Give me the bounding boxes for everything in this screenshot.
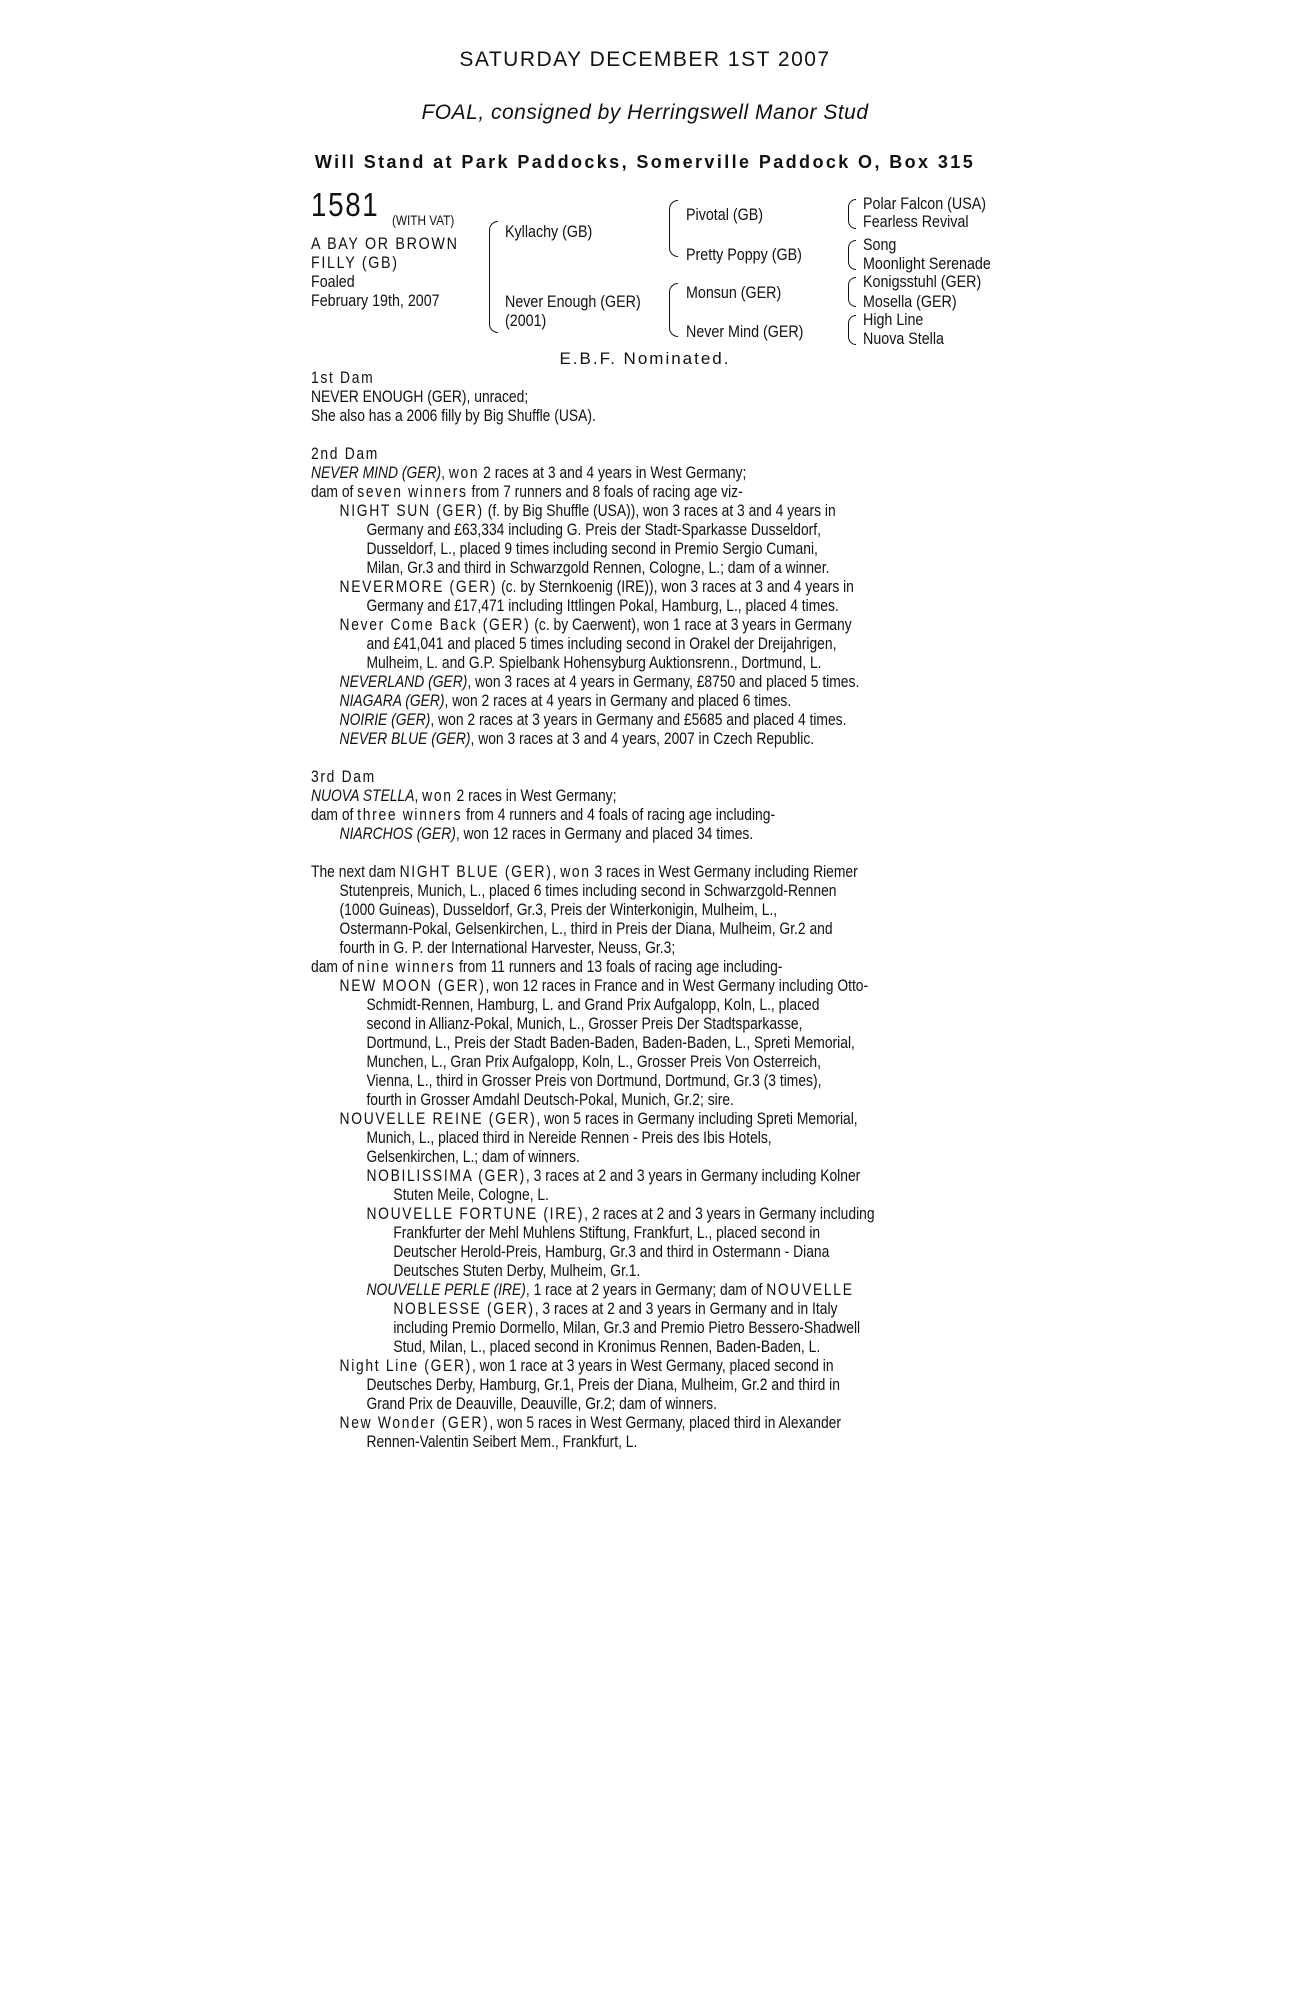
- produce-line: fourth in G. P. der International Harvester, Neuss, Gr.3;: [339, 939, 676, 957]
- produce-entry: [311, 673, 891, 692]
- text-run: , won 5 races in Germany including Spreti Memorial,: [536, 1110, 858, 1128]
- produce-name: Never Come Back (GER): [339, 616, 531, 634]
- pedigree-gg-8: Nuova Stella: [863, 329, 944, 348]
- text-run: ,: [414, 787, 423, 805]
- produce-line: (1000 Guineas), Dusseldorf, Gr.3, Preis der Winterkonigin, Mulheim, L.,: [339, 901, 778, 919]
- pedigree-brace-parents: [489, 221, 498, 333]
- produce-line: Vienna, L., third in Grosser Preis von Dortmund, Dortmund, Gr.3 (3 times),: [366, 1072, 822, 1090]
- produce-line: Munchen, L., Gran Prix Aufgalopp, Koln, L., Grosser Preis Von Osterreich,: [366, 1053, 821, 1071]
- pedigree-gg-7: High Line: [863, 310, 924, 329]
- produce-entry: [311, 1110, 891, 1129]
- text-run: , won 1 race at 3 years in West Germany, placed second in: [471, 1357, 834, 1375]
- produce-name: NOUVELLE PERLE (IRE): [366, 1281, 526, 1299]
- next-dam-produce: [311, 958, 891, 977]
- third-dam-produce: [311, 806, 891, 825]
- pedigree-brace-g4: [848, 315, 856, 345]
- produce-name: NIAGARA (GER): [339, 692, 445, 710]
- produce-record: [311, 369, 891, 1452]
- pedigree-dam-sire: Monsun (GER): [686, 283, 782, 302]
- text-run: ,: [441, 464, 449, 482]
- consignor-line: FOAL, consigned by Herringswell Manor Stud: [421, 101, 869, 124]
- text-run: , won 3 races at 4 years in Germany, £8750 and placed 5 times.: [467, 673, 860, 691]
- pedigree-gg-5: Konigsstuhl (GER): [863, 272, 982, 291]
- vat-note: (WITH VAT): [392, 212, 455, 228]
- text-run: , 3 races at 2 and 3 years in Germany and in Italy: [534, 1300, 838, 1318]
- produce-name: NOIRIE (GER): [339, 711, 431, 729]
- produce-entry: [311, 1205, 891, 1224]
- won-label: won: [560, 863, 591, 881]
- produce-name: NOUVELLE FORTUNE (IRE): [366, 1205, 585, 1223]
- text-run: The next dam: [311, 863, 400, 881]
- lot-number: 1581: [311, 186, 380, 223]
- produce-entry: [311, 825, 891, 844]
- pedigree-brace-dam-line: [669, 283, 678, 337]
- produce-name: NOUVELLE REINE (GER): [339, 1110, 537, 1128]
- second-dam-heading: 2nd Dam: [311, 445, 380, 463]
- text-run: , won 3 races at 3 and 4 years, 2007 in Czech Republic.: [470, 730, 815, 748]
- text-run: 2 races at 3 and 4 years in West Germany;: [479, 464, 747, 482]
- produce-line: Deutsches Derby, Hamburg, Gr.1, Preis der Diana, Mulheim, Gr.2 and third in: [366, 1376, 840, 1394]
- produce-name: Night Line (GER): [339, 1357, 472, 1375]
- produce-name: NOBLESSE (GER): [393, 1300, 535, 1318]
- second-dam-name: NEVER MIND (GER): [311, 464, 442, 482]
- produce-line: second in Allianz-Pokal, Munich, L., Grosser Preis Der Stadtsparkasse,: [366, 1015, 803, 1033]
- produce-entry: [311, 1167, 891, 1186]
- sale-date: SATURDAY DECEMBER 1ST 2007: [459, 48, 831, 71]
- produce-line: Munich, L., placed third in Nereide Rennen - Preis des Ibis Hotels,: [366, 1129, 772, 1147]
- pedigree-gg-3: Song: [863, 235, 897, 254]
- horse-description: [311, 234, 459, 272]
- text-run: , 3 races at 2 and 3 years in Germany including Kolner: [525, 1167, 861, 1185]
- produce-entry: [311, 578, 891, 597]
- produce-line: Stud, Milan, L., placed second in Kronimus Rennen, Baden-Baden, L.: [393, 1338, 821, 1356]
- second-dam-produce: [311, 483, 891, 502]
- produce-line: Ostermann-Pokal, Gelsenkirchen, L., third in Preis der Diana, Mulheim, Gr.2 and: [339, 920, 833, 938]
- produce-line: Stutenpreis, Munich, L., placed 6 times including second in Schwarzgold-Rennen: [339, 882, 837, 900]
- foaled-date: February 19th, 2007: [311, 291, 440, 310]
- text-run: from 4 runners and 4 foals of racing age including-: [462, 806, 776, 824]
- text-run: 3 races in West Germany including Riemer: [590, 863, 858, 881]
- location-line: Will Stand at Park Paddocks, Somerville Paddock O, Box 315: [314, 152, 976, 172]
- produce-line: [311, 1300, 891, 1319]
- text-run: , won 12 races in France and in West Germany including Otto-: [485, 977, 869, 995]
- winners-count: seven winners: [357, 483, 468, 501]
- produce-entry: [311, 1281, 891, 1300]
- third-dam-name: NUOVA STELLA: [311, 787, 415, 805]
- produce-name: New Wonder (GER): [339, 1414, 490, 1432]
- next-dam-summary: [311, 863, 891, 882]
- produce-entry: [311, 730, 891, 749]
- produce-name: NEVERLAND (GER): [339, 673, 468, 691]
- produce-name: NOBILISSIMA (GER): [366, 1167, 526, 1185]
- produce-name: NIARCHOS (GER): [339, 825, 456, 843]
- description-line-2: FILLY (GB): [311, 253, 399, 272]
- text-run: 2 races in West Germany;: [452, 787, 617, 805]
- text-run: , 2 races at 2 and 3 years in Germany including: [584, 1205, 875, 1223]
- pedigree-gg-4: Moonlight Serenade: [863, 254, 991, 273]
- produce-line: and £41,041 and placed 5 times including second in Orakel der Dreijahrigen,: [366, 635, 837, 653]
- produce-line: Grand Prix de Deauville, Deauville, Gr.2; dam of winners.: [366, 1395, 717, 1413]
- produce-line: Mulheim, L. and G.P. Spielbank Hohensyburg Auktionsrenn., Dortmund, L.: [366, 654, 822, 672]
- text-run: from 11 runners and 13 foals of racing age including-: [455, 958, 783, 976]
- produce-entry: [311, 692, 891, 711]
- ebf-nomination: E.B.F. Nominated.: [559, 349, 731, 368]
- second-dam-summary: [311, 464, 891, 483]
- text-run: dam of: [311, 483, 358, 501]
- produce-line: Germany and £63,334 including G. Preis der Stadt-Sparkasse Dusseldorf,: [366, 521, 821, 539]
- produce-entry: [311, 711, 891, 730]
- won-label: won: [422, 787, 453, 805]
- text-run: , won 5 races in West Germany, placed third in Alexander: [489, 1414, 841, 1432]
- produce-line: Gelsenkirchen, L.; dam of winners.: [366, 1148, 580, 1166]
- text-run: from 7 runners and 8 foals of racing age viz-: [467, 483, 743, 501]
- third-dam-heading: 3rd Dam: [311, 768, 376, 786]
- pedigree-dam: [505, 292, 641, 330]
- text-run: (f. by Big Shuffle (USA)), won 3 races at 3 and 4 years in: [483, 502, 836, 520]
- pedigree-gg-1: Polar Falcon (USA): [863, 194, 987, 213]
- produce-line: Deutsches Stuten Derby, Mulheim, Gr.1.: [393, 1262, 641, 1280]
- pedigree-dam-name: Never Enough (GER): [505, 292, 641, 311]
- description-line-1: A BAY OR BROWN: [311, 234, 459, 253]
- produce-line: fourth in Grosser Amdahl Deutsch-Pokal, Munich, Gr.2; sire.: [366, 1091, 734, 1109]
- text-run: ,: [552, 863, 561, 881]
- first-dam-heading: 1st Dam: [311, 369, 375, 387]
- winners-count: three winners: [357, 806, 463, 824]
- produce-name: NEW MOON (GER): [339, 977, 486, 995]
- produce-line: Germany and £17,471 including Ittlingen Pokal, Hamburg, L., placed 4 times.: [366, 597, 839, 615]
- pedigree-gg-2: Fearless Revival: [863, 212, 969, 231]
- text-run: , won 2 races at 4 years in Germany and placed 6 times.: [444, 692, 792, 710]
- produce-entry: [311, 616, 891, 635]
- produce-name: NIGHT SUN (GER): [339, 502, 484, 520]
- pedigree-sire-sire: Pivotal (GB): [686, 205, 763, 224]
- winners-count: nine winners: [357, 958, 456, 976]
- foaled-info: [311, 272, 440, 310]
- pedigree-brace-g1: [848, 199, 856, 229]
- produce-line: Stuten Meile, Cologne, L.: [393, 1186, 549, 1204]
- text-run: (c. by Caerwent), won 1 race at 3 years in Germany: [530, 616, 852, 634]
- produce-line: Dusseldorf, L., placed 9 times including second in Premio Sergio Cumani,: [366, 540, 818, 558]
- text-run: dam of: [311, 958, 358, 976]
- produce-entry: [311, 1357, 891, 1376]
- pedigree-sire: Kyllachy (GB): [505, 222, 593, 241]
- produce-entry: [311, 502, 891, 521]
- produce-line: Frankfurter der Mehl Muhlens Stiftung, Frankfurt, L., placed second in: [393, 1224, 821, 1242]
- foaled-label: Foaled: [311, 272, 355, 291]
- produce-entry: [311, 977, 891, 996]
- produce-line: Milan, Gr.3 and third in Schwarzgold Rennen, Cologne, L.; dam of a winner.: [366, 559, 830, 577]
- produce-line: Rennen-Valentin Seibert Mem., Frankfurt, L.: [366, 1433, 638, 1451]
- produce-line: Deutscher Herold-Preis, Hamburg, Gr.3 and third in Ostermann - Diana: [393, 1243, 830, 1261]
- produce-line: including Premio Dormello, Milan, Gr.3 and Premio Pietro Bessero-Shadwell: [393, 1319, 861, 1337]
- produce-name: NOUVELLE: [766, 1281, 854, 1299]
- pedigree-gg-6: Mosella (GER): [863, 292, 957, 311]
- produce-line: Dortmund, L., Preis der Stadt Baden-Baden, Baden-Baden, L., Spreti Memorial,: [366, 1034, 855, 1052]
- text-run: , won 12 races in Germany and placed 34 times.: [455, 825, 754, 843]
- pedigree-dam-dam: Never Mind (GER): [686, 322, 804, 341]
- next-dam-name: NIGHT BLUE (GER): [399, 863, 553, 881]
- pedigree-brace-g3: [848, 277, 856, 307]
- won-label: won: [448, 464, 480, 482]
- first-dam-line-2: She also has a 2006 filly by Big Shuffle (USA).: [311, 407, 596, 425]
- pedigree-sire-dam: Pretty Poppy (GB): [686, 245, 802, 264]
- produce-entry: [311, 1414, 891, 1433]
- pedigree-brace-sire-line: [669, 200, 678, 257]
- produce-name: NEVERMORE (GER): [339, 578, 498, 596]
- pedigree-dam-year: (2001): [505, 311, 547, 330]
- text-run: dam of: [311, 806, 358, 824]
- first-dam-line-1: NEVER ENOUGH (GER), unraced;: [311, 388, 529, 406]
- produce-name: NEVER BLUE (GER): [339, 730, 471, 748]
- pedigree-brace-g2: [848, 240, 856, 270]
- produce-line: Schmidt-Rennen, Hamburg, L. and Grand Prix Aufgalopp, Koln, L., placed: [366, 996, 820, 1014]
- third-dam-summary: [311, 787, 891, 806]
- text-run: (c. by Sternkoenig (IRE)), won 3 races at 3 and 4 years in: [497, 578, 854, 596]
- text-run: , 1 race at 2 years in Germany; dam of: [525, 1281, 767, 1299]
- text-run: , won 2 races at 3 years in Germany and £5685 and placed 4 times.: [430, 711, 847, 729]
